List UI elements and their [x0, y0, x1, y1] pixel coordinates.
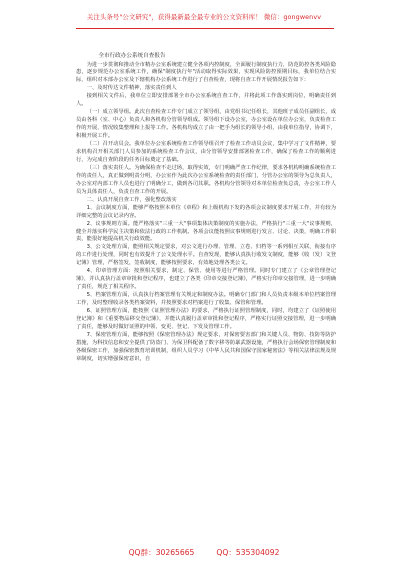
- document-title: 全市行政办公系统自查报告: [98, 53, 166, 59]
- paragraph: 1、会议制度方面，能够严格按照本单位《章程》和上级机构下发的各项会议制度要求开展工作，并有较为详细完整的会议记录内容。: [76, 204, 336, 219]
- contact-footer: [0, 547, 408, 558]
- section-heading-2: 二、认真开展自查工作，强化整改落实: [86, 196, 177, 203]
- paragraph: （二）召开动员会。我单位办公室系统检查工作领导组召开了检查工作动员会议，集中学习了文件精神，要求机构召开相关部门人员参加的系统检查工作会议，由分管领导安排部署检查工作，确保了检查工作的顺利进行，为完成自查阶段的任务目标奠定了基础。: [76, 141, 336, 163]
- banner-divider: [76, 28, 334, 29]
- qq-number: QQ：535304092: [216, 548, 280, 557]
- document-body: [76, 52, 336, 364]
- paragraph: 6、证照管理方面，能按照《证照管理办法》的要求，严格执行证照管理制度，同时，均建立了《证照使用登记簿》和《重要物品移交登记簿》，并能认真履行盖章审批和登记程序，严格实行证照交接管理，进一步明确了责任，能够及时做好证照的申领、变更、登记、下发及管理工作。: [76, 308, 336, 330]
- promo-banner: 关注头条号"公文研究"，获得最新最全最专业的公文资料库！ 微信：gongwenvv: [86, 13, 322, 21]
- paragraph-intro: 为进一步贯彻和推动全市精办公室系统建立健全各项内控制度，全面履行制度执行力，防范防控各类风险隐患，逐步规范办公室系统工作，确保"制度执行年"活动取得实际效果，实现风险防控预期目标，我单位结合实际，组织对本部办公室及下辖机构办公系统工作进行了自查检查，现将自查工作开展情况报告如下：: [76, 61, 336, 84]
- paragraph: 5、档案管理方面，认真执行档案管理有关规定和制度办法。明确专门部门和人员负责本级本单位档案管理工作，及时整理收录各类档案资料，并按照要求对档案进行了收集、保管和管理。: [76, 292, 336, 307]
- paragraph: 7、保密管理方面，能够按照《保密管理办法》规定要求，对保密要害部门和关键人员、物防、技防等防护措施，为科技信息和安全提供了防盗门、为保卫科配备了数字移等防暴武器设施，严格执行会场保密管理制度和各级保密工作，加强保密教育培训机制，组织人员学习《中华人民共和国保守国家秘密法》等相关法律法规及规章制度，切实增强保密意识，自: [76, 331, 336, 362]
- paragraph: （一）成立领导组。此次自查检查工作专门成立了领导组，由党组书记任组长，其他班子成员任副组长，成员由各科（室、中心）负责人和各机构分管领导组成。领导组下设办公室，办公室设在单位办公室，负责检查工作的开展、情况收集整理和上报等工作。各机构均成立了由一把手为组长的领导小组，由我单位指导，协调下，积极开展工作。: [76, 109, 336, 140]
- paragraph: 接到相关文件后，我单位立即安排部署全市办公室系统自查工作，并将此项工作落实到岗位，明确责任到人。: [76, 93, 336, 108]
- paragraph: 3、公文处理方面，能照相关规定要求，对公文进行办理、管理、立卷、归档等一系列相互关联，衔接有序的工作进行处理，同时也有效提升了公文处理水平。自查发现，能够认真执行收发文制度，能够《收（发）文登记簿》管理，严格签发，签收制度，能够按照要求，有效地处理各类公文。: [76, 244, 336, 267]
- paragraph: 4、印章管理方面：按照相关要求，制定、保管、使用等进行严格管理。同时专门建立了《公章管理登记簿》，并认真执行盖章审批和登记程序，也建立了各类《印章交接登记簿》，严格实行印章交接管理，进一步明确了责任，规范了相关程序。: [76, 268, 336, 291]
- section-heading-1: 一、及时传达文件精神，落实责任到人: [86, 85, 177, 92]
- qq-group-number: QQ群：30265665: [128, 548, 195, 557]
- paragraph: （三）落实责任人。为确保检查不走过场，取得实效，专门明确严查工作纪律，要求各机构明确系统检查工作的责任人，真正做到明责分明，办公室作为此次办公室系统检查的责任部门，分管办公室的领导为总负责人，办公室对内部工作人员也进行了明确分工，做到各司其职。各机构分管领导对本单位检查负总责，办公室工作人员为具体责任人，负责自查工作的开展。: [76, 164, 336, 195]
- paragraph: 2、议事规则方面。能严格落实"三重一大"事项集体决策制度的实施办法，严格执行"三重一大"议事规则，健全并落实科学民主决策和依法行政的工作机制。各项会议能按照议事规则进行发言、讨论、决策，明确工作职责，能很好地提高机关行政效能。: [76, 220, 336, 243]
